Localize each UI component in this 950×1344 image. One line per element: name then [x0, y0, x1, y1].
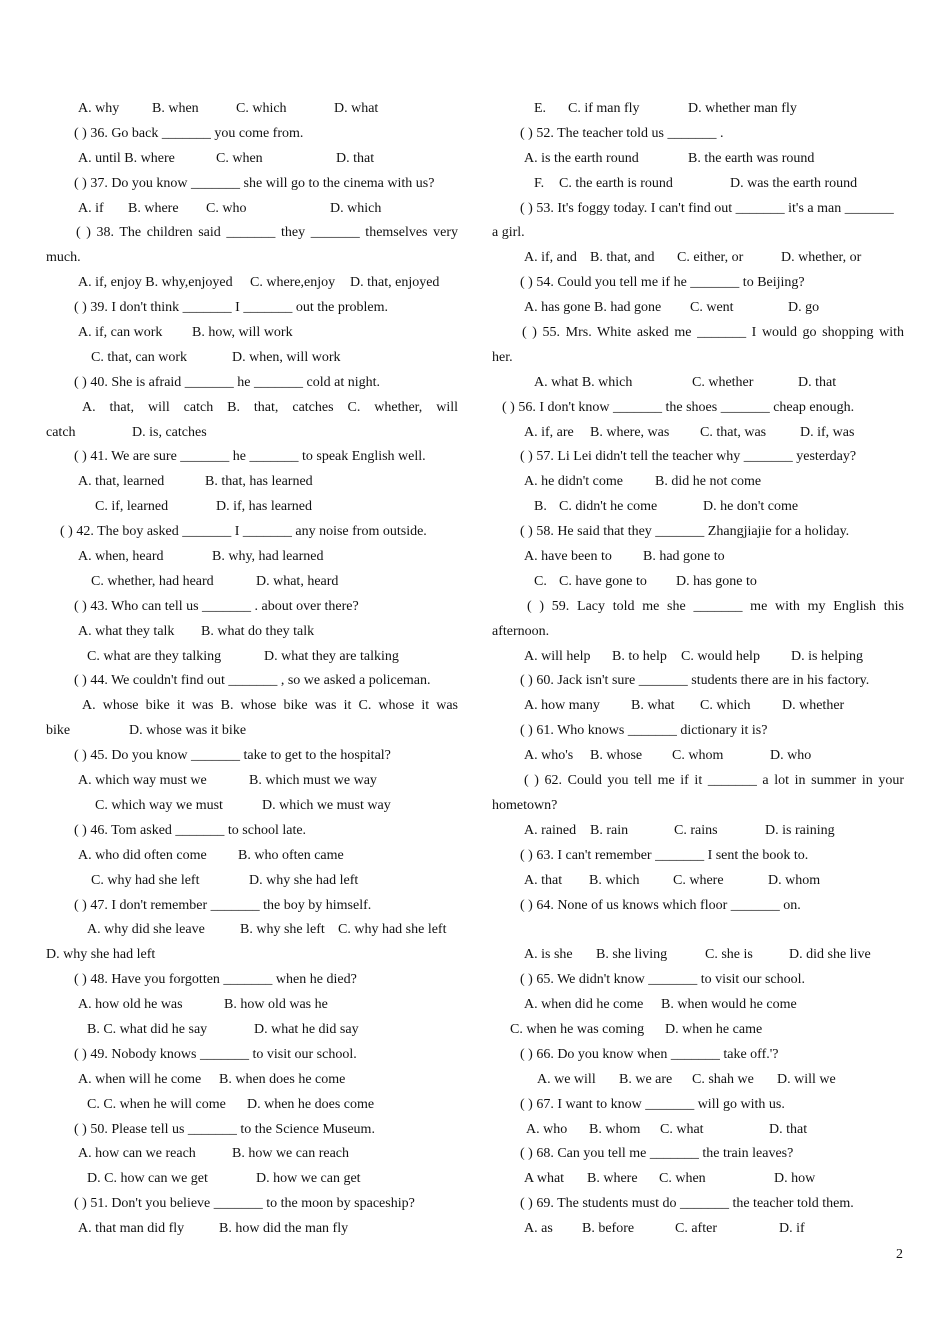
- line-segment: C. rains: [674, 822, 718, 838]
- left-line: [46, 1043, 458, 1068]
- line-segment: D. did she live: [789, 947, 871, 963]
- right-line: [492, 321, 904, 346]
- line-segment: ( ) 39. I don't think _______ I _______ out the problem.: [74, 300, 388, 316]
- line-segment: ( ) 50. Please tell us _______ to the Science Museum.: [74, 1121, 375, 1137]
- right-line: [492, 1118, 904, 1143]
- line-segment: D. what they are talking: [264, 648, 399, 664]
- right-line: [492, 869, 904, 894]
- line-segment: C. why had she left: [338, 922, 447, 938]
- line-segment: A. has gone B. had gone: [524, 300, 662, 316]
- line-segment: C. she is: [705, 947, 753, 963]
- line-segment: bike: [46, 723, 71, 739]
- left-line: [46, 122, 458, 147]
- line-segment: D. if: [779, 1221, 805, 1237]
- line-segment: A. is she: [524, 947, 573, 963]
- line-segment: C.: [534, 573, 547, 589]
- line-segment: A. we will: [537, 1071, 596, 1087]
- left-line: [46, 321, 458, 346]
- line-segment: F.: [534, 175, 545, 191]
- left-line: [46, 943, 458, 968]
- right-line: [492, 1018, 904, 1043]
- line-segment: her.: [492, 349, 513, 365]
- line-segment: D. that, enjoyed: [350, 275, 440, 291]
- left-line: [46, 993, 458, 1018]
- left-line: [46, 744, 458, 769]
- right-line: [492, 993, 904, 1018]
- line-segment: A. why did she leave: [87, 922, 205, 938]
- right-line: [492, 271, 904, 296]
- right-line: [492, 819, 904, 844]
- right-line: [492, 122, 904, 147]
- left-line: [46, 147, 458, 172]
- line-segment: ( ) 46. Tom asked _______ to school late.: [74, 822, 307, 838]
- line-segment: A. who's: [524, 748, 574, 764]
- right-line: [492, 520, 904, 545]
- line-segment: D. why she had left: [46, 947, 156, 963]
- line-segment: C. after: [675, 1221, 717, 1237]
- line-segment: ( ) 57. Li Lei didn't tell the teacher why _______ yesterday?: [520, 449, 857, 465]
- line-segment: D. when, will work: [232, 349, 341, 365]
- line-segment: D. which: [330, 200, 382, 216]
- right-line: [492, 1068, 904, 1093]
- line-segment: D. was the earth round: [730, 175, 858, 191]
- line-segment: C. where,enjoy: [250, 275, 336, 291]
- right-line: [492, 669, 904, 694]
- right-line: [492, 694, 904, 719]
- line-segment: ( ) 58. He said that they _______ Zhangjiajie for a holiday.: [520, 524, 850, 540]
- line-segment: A. if, are: [524, 424, 574, 440]
- line-segment: C. didn't he come: [559, 499, 658, 515]
- line-segment: B.: [534, 499, 547, 515]
- right-line: [492, 470, 904, 495]
- line-segment: A. who: [526, 1121, 568, 1137]
- line-segment: C. C. when he will come: [87, 1096, 226, 1112]
- line-segment: C. who: [206, 200, 247, 216]
- line-segment: D. who: [770, 748, 812, 764]
- right-line: [492, 1217, 904, 1242]
- line-segment: D. which we must way: [262, 797, 391, 813]
- line-segment: D. why she had left: [249, 872, 359, 888]
- left-line: [46, 470, 458, 495]
- line-segment: ( ) 36. Go back _______ you come from.: [74, 125, 304, 141]
- line-segment: ( ) 43. Who can tell us _______ . about over there?: [74, 598, 359, 614]
- left-line: [46, 769, 458, 794]
- left-line: [46, 1118, 458, 1143]
- line-segment: C. shah we: [692, 1071, 754, 1087]
- line-segment: afternoon.: [492, 623, 550, 639]
- line-segment: ( ) 53. It's foggy today. I can't find out _______ it's a man _______: [520, 200, 894, 216]
- line-segment: B. when does he come: [219, 1071, 346, 1087]
- left-line: [46, 1192, 458, 1217]
- line-segment: A. when did he come: [524, 997, 644, 1013]
- line-segment: B. who often came: [238, 847, 344, 863]
- line-segment: A. rained: [524, 822, 577, 838]
- right-line: [492, 1167, 904, 1192]
- left-column: [46, 97, 458, 1242]
- line-segment: D. when he came: [665, 1021, 763, 1037]
- line-segment: catch: [46, 424, 76, 440]
- line-segment: B. why she left: [240, 922, 325, 938]
- left-line: [46, 396, 458, 421]
- left-line: [46, 968, 458, 993]
- left-line: [46, 570, 458, 595]
- line-segment: B. did he not come: [655, 474, 762, 490]
- left-line: [46, 346, 458, 371]
- line-segment: ( ) 54. Could you tell me if he _______ to Beijing?: [520, 275, 805, 291]
- line-segment: ( ) 45. Do you know _______ take to get to the hospital?: [74, 748, 391, 764]
- line-segment: C. when: [216, 150, 263, 166]
- left-line: [46, 1093, 458, 1118]
- line-segment: ( ) 68. Can you tell me _______ the train leaves?: [520, 1146, 794, 1162]
- left-line: [46, 172, 458, 197]
- left-line: [46, 620, 458, 645]
- line-segment: C. why had she left: [91, 872, 200, 888]
- right-line: [492, 296, 904, 321]
- line-segment: ( ) 42. The boy asked _______ I _______ any noise from outside.: [60, 524, 427, 540]
- line-segment: B. where, was: [590, 424, 670, 440]
- line-text: A. whose bike it was B. whose bike was it C. whose it was: [82, 698, 458, 714]
- line-segment: hometown?: [492, 797, 558, 813]
- line-segment: D. how: [774, 1171, 816, 1187]
- left-line: [46, 894, 458, 919]
- line-segment: A. who did often come: [78, 847, 207, 863]
- right-line: [492, 371, 904, 396]
- right-line: [492, 943, 904, 968]
- right-line: [492, 968, 904, 993]
- line-segment: D. whose was it bike: [129, 723, 247, 739]
- line-segment: ( ) 66. Do you know when _______ take off.'?: [520, 1046, 779, 1062]
- line-segment: A. what B. which: [534, 374, 633, 390]
- line-segment: B. why, had learned: [212, 549, 324, 565]
- line-segment: A. if, and: [524, 250, 577, 266]
- line-segment: ( ) 63. I can't remember _______ I sent the book to.: [520, 847, 809, 863]
- line-segment: A. if: [78, 200, 104, 216]
- right-line: [492, 495, 904, 520]
- line-segment: ( ) 65. We didn't know _______ to visit our school.: [520, 972, 806, 988]
- line-segment: A what: [524, 1171, 565, 1187]
- line-segment: D. whether man fly: [688, 101, 797, 116]
- line-segment: A. how can we reach: [78, 1146, 196, 1162]
- line-text: ( ) 62. Could you tell me if it _______ a lot in summer in your: [524, 773, 904, 789]
- line-segment: C. what are they talking: [87, 648, 222, 664]
- line-segment: B. how did the man fly: [219, 1221, 349, 1237]
- line-segment: B. had gone to: [643, 549, 725, 565]
- line-segment: D. that: [336, 150, 375, 166]
- line-segment: A. that: [524, 872, 563, 888]
- line-text: ( ) 59. Lacy told me she _______ me with my English this: [527, 598, 904, 614]
- line-segment: C. have gone to: [559, 573, 647, 589]
- line-segment: B. to help: [612, 648, 667, 664]
- line-text: A. that, will catch B. that, catches C. whether, will: [82, 399, 458, 415]
- left-line: [46, 1167, 458, 1192]
- line-segment: A. is the earth round: [524, 150, 639, 166]
- left-line: [46, 445, 458, 470]
- line-segment: A. that, learned: [78, 474, 165, 490]
- line-segment: ( ) 44. We couldn't find out _______ , so we asked a policeman.: [74, 673, 431, 689]
- line-segment: ( ) 49. Nobody knows _______ to visit our school.: [74, 1046, 357, 1062]
- line-segment: B. how we can reach: [232, 1146, 350, 1162]
- line-segment: C. whom: [672, 748, 724, 764]
- line-segment: A. how many: [524, 698, 600, 714]
- line-segment: B. before: [582, 1221, 635, 1237]
- right-line: [492, 769, 904, 794]
- right-line: [492, 1093, 904, 1118]
- right-line: [492, 918, 904, 943]
- line-segment: B. what: [631, 698, 675, 714]
- line-segment: D. has gone to: [676, 573, 757, 589]
- line-segment: C. either, or: [677, 250, 744, 266]
- line-segment: A. if, enjoy B. why,enjoyed: [78, 275, 233, 291]
- right-line: [492, 844, 904, 869]
- line-segment: D. go: [788, 300, 820, 316]
- right-line: [492, 570, 904, 595]
- line-segment: A. what they talk: [78, 623, 175, 639]
- left-line: [46, 819, 458, 844]
- left-line: [46, 645, 458, 670]
- left-line: [46, 918, 458, 943]
- line-segment: C. would help: [681, 648, 760, 664]
- left-line: [46, 869, 458, 894]
- line-segment: D. what, heard: [256, 573, 339, 589]
- line-segment: B. the earth was round: [688, 150, 815, 166]
- line-segment: A. when, heard: [78, 549, 164, 565]
- line-segment: A. until B. where: [78, 150, 175, 166]
- line-segment: ( ) 52. The teacher told us _______ .: [520, 125, 724, 141]
- line-segment: C. if, learned: [95, 499, 169, 515]
- line-segment: B. where: [128, 200, 179, 216]
- line-segment: C. that, was: [700, 424, 767, 440]
- line-segment: B. how old was he: [224, 997, 328, 1013]
- line-segment: C. that, can work: [91, 349, 188, 365]
- left-line: [46, 545, 458, 570]
- line-segment: C. which: [700, 698, 751, 714]
- right-line: [492, 221, 904, 246]
- line-segment: D. is, catches: [132, 424, 207, 440]
- line-segment: D. if, has learned: [216, 499, 313, 515]
- left-line: [46, 421, 458, 446]
- left-line: [46, 1068, 458, 1093]
- line-segment: D. what he did say: [254, 1021, 359, 1037]
- right-line: [492, 1043, 904, 1068]
- line-segment: ( ) 41. We are sure _______ he _______ to speak English well.: [74, 449, 426, 465]
- line-segment: D. is raining: [765, 822, 835, 838]
- left-line: [46, 221, 458, 246]
- line-segment: B. that, and: [590, 250, 655, 266]
- line-segment: much.: [46, 250, 81, 266]
- right-line: [492, 545, 904, 570]
- right-line: [492, 421, 904, 446]
- right-line: [492, 197, 904, 222]
- line-segment: A. if, can work: [78, 325, 163, 341]
- left-line: [46, 520, 458, 545]
- line-segment: A. which way must we: [78, 773, 207, 789]
- line-segment: ( ) 48. Have you forgotten _______ when he died?: [74, 972, 357, 988]
- right-line: [492, 794, 904, 819]
- right-line: [492, 1142, 904, 1167]
- line-segment: C. the earth is round: [559, 175, 673, 191]
- line-segment: B. how, will work: [192, 325, 293, 341]
- line-segment: ( ) 40. She is afraid _______ he _______ cold at night.: [74, 374, 381, 390]
- line-segment: C. what: [660, 1121, 704, 1137]
- line-segment: B. which: [589, 872, 640, 888]
- left-line: [46, 794, 458, 819]
- line-segment: C. which: [236, 101, 287, 116]
- right-line: [492, 246, 904, 271]
- line-segment: B. when: [152, 101, 199, 116]
- line-segment: C. whether: [692, 374, 754, 390]
- right-line: [492, 172, 904, 197]
- line-segment: B. we are: [619, 1071, 673, 1087]
- right-line: [492, 719, 904, 744]
- line-segment: D. if, was: [800, 424, 855, 440]
- line-segment: ( ) 47. I don't remember _______ the boy by himself.: [74, 897, 372, 913]
- left-line: [46, 1018, 458, 1043]
- line-segment: A. why: [78, 101, 120, 116]
- line-segment: D. is helping: [791, 648, 863, 664]
- line-segment: A. how old he was: [78, 997, 183, 1013]
- line-segment: D. whom: [768, 872, 821, 888]
- line-segment: D. whether, or: [781, 250, 862, 266]
- line-segment: C. when he was coming: [510, 1021, 645, 1037]
- right-line: [492, 346, 904, 371]
- line-segment: ( ) 67. I want to know _______ will go with us.: [520, 1096, 785, 1112]
- left-line: [46, 719, 458, 744]
- line-segment: B. rain: [590, 822, 629, 838]
- line-text: ( ) 38. The children said _______ they _______ themselves very: [76, 225, 458, 241]
- line-segment: B. C. what did he say: [87, 1021, 208, 1037]
- line-segment: D. that: [769, 1121, 808, 1137]
- line-segment: C. which way we must: [95, 797, 223, 813]
- line-segment: B. whom: [589, 1121, 641, 1137]
- line-segment: D. that: [798, 374, 837, 390]
- line-segment: ( ) 69. The students must do _______ the teacher told them.: [520, 1196, 854, 1212]
- right-line: [492, 97, 904, 122]
- line-segment: ( ) 64. None of us knows which floor _______ on.: [520, 897, 801, 913]
- left-line: [46, 844, 458, 869]
- line-segment: B. what do they talk: [201, 623, 315, 639]
- line-segment: A. when will he come: [78, 1071, 202, 1087]
- left-line: [46, 694, 458, 719]
- line-segment: A. as: [524, 1221, 553, 1237]
- right-column: [492, 97, 904, 1242]
- line-segment: D. C. how can we get: [87, 1171, 208, 1187]
- right-line: [492, 396, 904, 421]
- left-line: [46, 1217, 458, 1242]
- line-text: ( ) 55. Mrs. White asked me _______ I would go shopping with: [522, 325, 904, 341]
- left-line: [46, 371, 458, 396]
- right-line: [492, 645, 904, 670]
- line-segment: B. which must we way: [249, 773, 377, 789]
- left-line: [46, 1142, 458, 1167]
- line-segment: B. when would he come: [661, 997, 797, 1013]
- left-line: [46, 97, 458, 122]
- left-line: [46, 246, 458, 271]
- line-segment: ( ) 56. I don't know _______ the shoes _______ cheap enough.: [502, 399, 855, 415]
- left-line: [46, 595, 458, 620]
- right-line: [492, 1192, 904, 1217]
- right-line: [492, 894, 904, 919]
- left-line: [46, 296, 458, 321]
- line-segment: C. when: [659, 1171, 706, 1187]
- left-line: [46, 495, 458, 520]
- line-segment: D. he don't come: [703, 499, 799, 515]
- line-segment: E.: [534, 101, 547, 116]
- line-segment: ( ) 60. Jack isn't sure _______ students there are in his factory.: [520, 673, 870, 689]
- right-line: [492, 620, 904, 645]
- right-line: [492, 445, 904, 470]
- line-segment: a girl.: [492, 225, 525, 241]
- line-segment: ( ) 61. Who knows _______ dictionary it is?: [520, 723, 768, 739]
- line-segment: B. where: [587, 1171, 638, 1187]
- line-segment: C. went: [690, 300, 734, 316]
- left-line: [46, 197, 458, 222]
- line-segment: A. he didn't come: [524, 474, 623, 490]
- page-number: 2: [896, 1247, 903, 1262]
- line-segment: A. have been to: [524, 549, 612, 565]
- line-segment: B. that, has learned: [205, 474, 313, 490]
- line-segment: A. that man did fly: [78, 1221, 185, 1237]
- line-segment: B. she living: [596, 947, 668, 963]
- line-segment: B. whose: [590, 748, 643, 764]
- line-segment: D. will we: [777, 1071, 836, 1087]
- line-segment: D. when he does come: [247, 1096, 375, 1112]
- line-segment: C. if man fly: [568, 101, 640, 116]
- line-segment: D. how we can get: [256, 1171, 361, 1187]
- line-segment: D. what: [334, 101, 379, 116]
- line-segment: C. where: [673, 872, 724, 888]
- right-line: [492, 744, 904, 769]
- line-segment: ( ) 37. Do you know _______ she will go to the cinema with us?: [74, 175, 435, 191]
- right-line: [492, 595, 904, 620]
- line-segment: C. whether, had heard: [91, 573, 214, 589]
- line-segment: A. will help: [524, 648, 591, 664]
- line-segment: D. whether: [782, 698, 845, 714]
- left-line: [46, 271, 458, 296]
- right-line: [492, 147, 904, 172]
- line-segment: ( ) 51. Don't you believe _______ to the moon by spaceship?: [74, 1196, 415, 1212]
- left-line: [46, 669, 458, 694]
